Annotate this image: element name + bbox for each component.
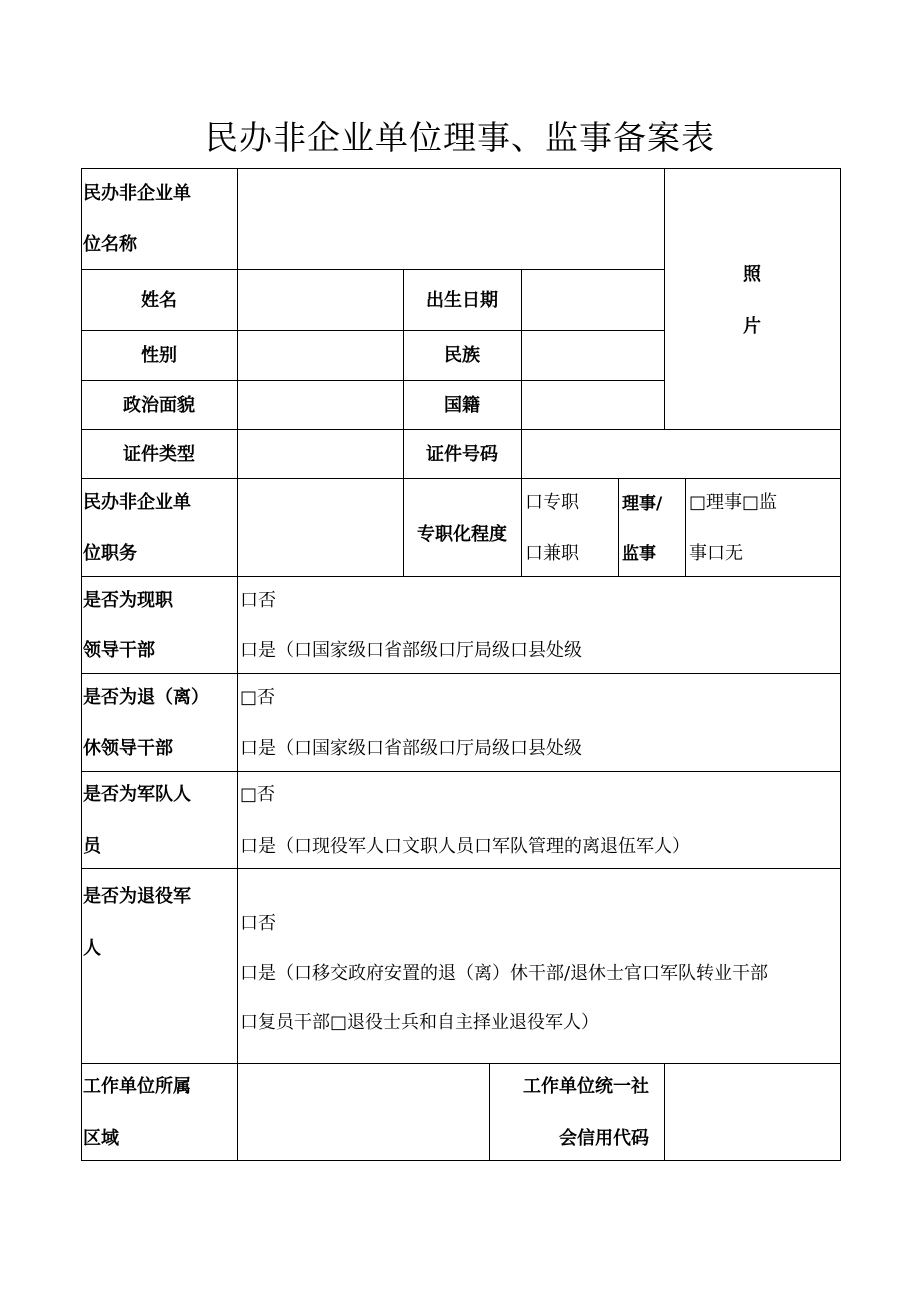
role-label: 理事/ [622,494,663,514]
rule [237,168,238,1161]
rule [81,868,841,869]
rule [81,1063,841,1064]
military-no-checkbox[interactable]: □否 [240,784,276,805]
ethnicity-label: 民族 [444,345,480,366]
rule [685,478,686,576]
rule [81,330,665,331]
org-position-label: 位职务 [83,543,137,564]
org-name-label: 位名称 [83,234,137,255]
retired-leader-label: 是否为退（离） [83,687,209,708]
retired-leader-label: 休领导干部 [83,738,173,759]
current-leader-label: 领导干部 [83,640,155,661]
birth-date-label: 出生日期 [426,290,498,311]
rule [81,269,237,270]
org-name-label: 民办非企业单 [83,183,191,204]
work-region-label: 工作单位所属 [83,1076,191,1097]
rule [81,576,841,577]
name-label: 姓名 [141,290,177,311]
photo-label: 片 [743,316,761,337]
page-title: 民办非企业单位理事、监事备案表 [205,118,715,157]
fulltime-checkbox[interactable]: 口专职 [525,492,579,513]
rule [81,771,841,772]
veteran-label: 人 [83,938,101,959]
military-yes-checkbox[interactable]: 口是（口现役军人口文职人员口军队管理的离退伍军人） [240,836,690,857]
photo-label: 照 [743,264,761,285]
rule [521,269,522,576]
org-position-label: 民办非企业单 [83,492,191,513]
fulltime-degree-label: 专职化程度 [417,524,507,545]
rule [618,478,619,576]
rule [81,429,841,430]
role-label: 监事 [622,544,656,564]
parttime-checkbox[interactable]: 口兼职 [525,543,579,564]
retired-leader-no-checkbox[interactable]: □否 [240,687,276,708]
credit-code-label: 会信用代码 [559,1128,649,1149]
credit-code-label: 工作单位统一社 [523,1076,649,1097]
current-leader-yes-checkbox[interactable]: 口是（口国家级口省部级口厅局级口县处级 [240,640,582,661]
current-leader-no-checkbox[interactable]: 口否 [240,590,276,611]
id-number-label: 证件号码 [426,444,498,465]
veteran-yes-checkbox[interactable]: 口是（口移交政府安置的退（离）休干部/退休士官口军队转业干部 [240,963,769,984]
nationality-label: 国籍 [444,395,480,416]
political-status-label: 政治面貌 [123,395,195,416]
role-director-supervisor-checkbox[interactable]: □理事□监 [689,492,778,513]
rule [81,478,841,479]
id-type-label: 证件类型 [123,444,195,465]
rule [664,168,665,429]
rule [664,1063,665,1161]
rule [81,673,841,674]
veteran-no-checkbox[interactable]: 口否 [240,913,276,934]
role-none-checkbox[interactable]: 事口无 [689,543,743,564]
military-label: 员 [83,836,101,857]
gender-label: 性别 [141,345,177,366]
work-region-label: 区域 [83,1128,119,1149]
rule [237,269,665,270]
rule [489,1063,490,1161]
current-leader-label: 是否为现职 [83,590,173,611]
veteran-label: 是否为退役军 [83,886,191,907]
rule [81,380,665,381]
retired-leader-yes-checkbox[interactable]: 口是（口国家级口省部级口厅局级口县处级 [240,738,582,759]
military-label: 是否为军队人 [83,784,191,805]
veteran-yes-options[interactable]: 口复员干部□退役士兵和自主择业退役军人） [240,1012,600,1033]
